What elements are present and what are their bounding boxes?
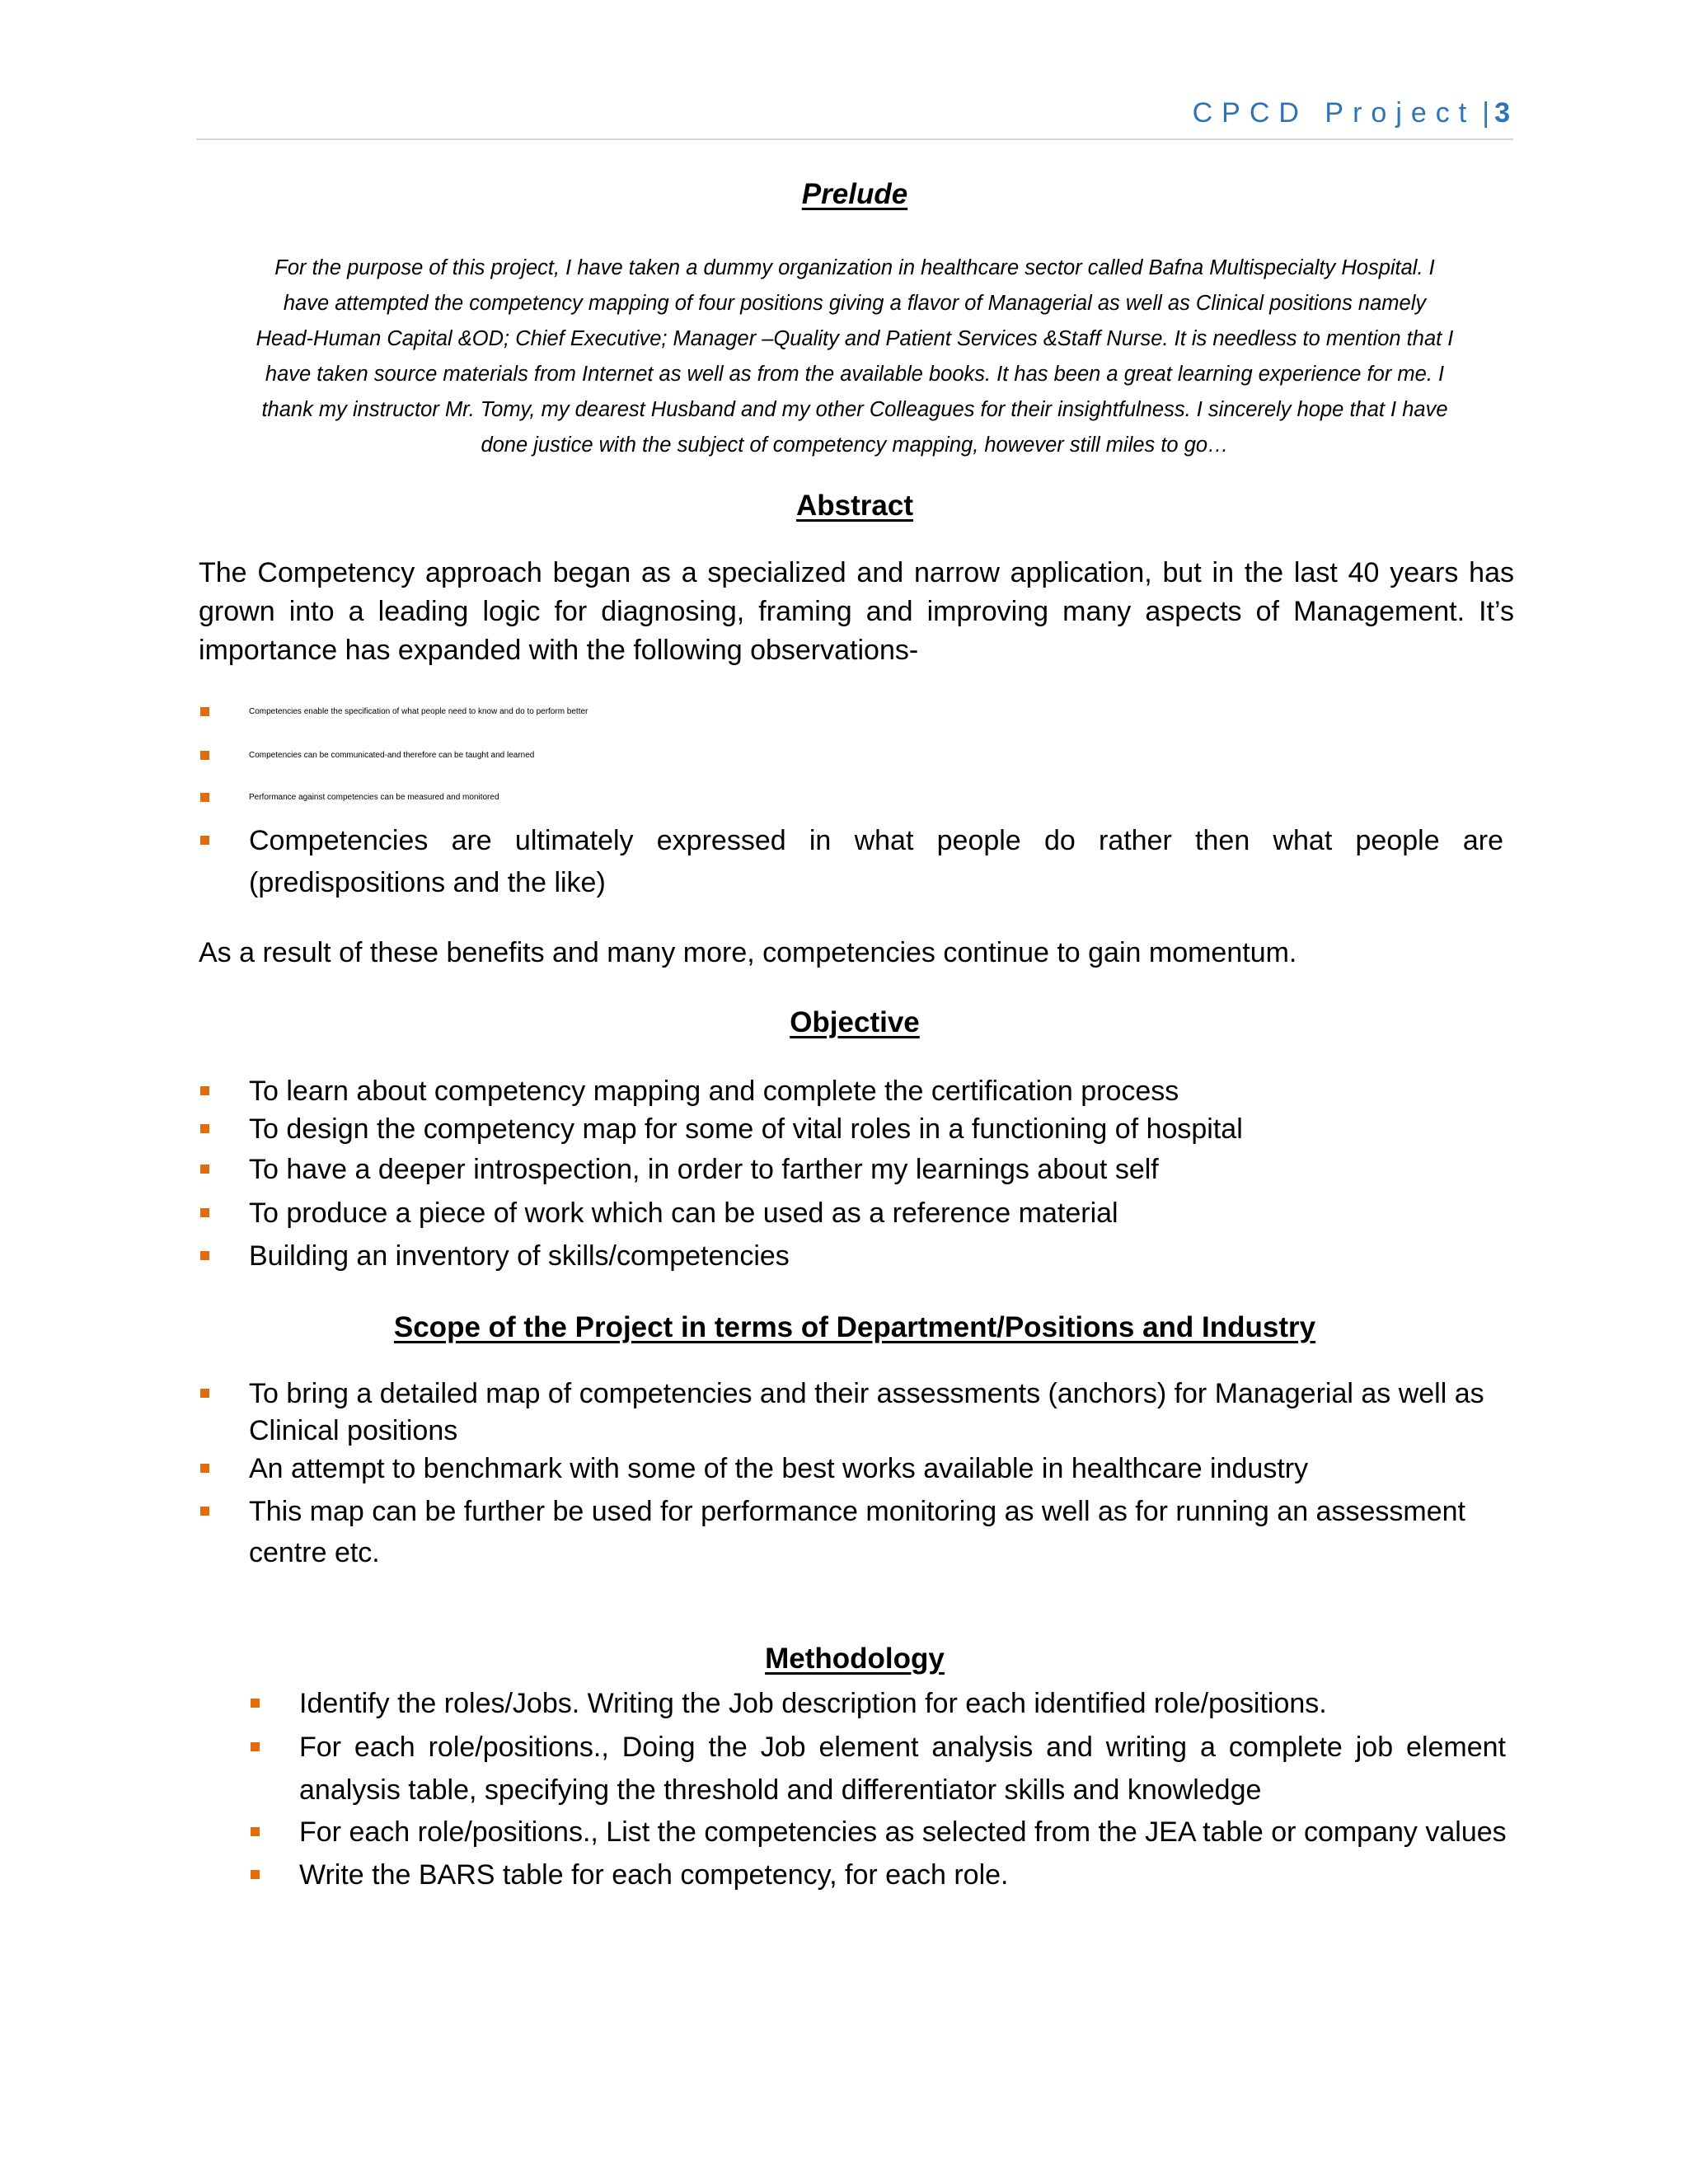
list-item-continuation: Clinical positions — [249, 1415, 458, 1446]
header-separator: | — [1482, 97, 1495, 129]
square-bullet-icon — [200, 707, 209, 716]
list-item: To learn about competency mapping and complete the certification process — [199, 1072, 1179, 1110]
abstract-heading: Abstract — [796, 490, 913, 522]
abstract-intro-line: importance has expanded with the following observations- — [199, 635, 919, 666]
square-bullet-icon — [200, 1389, 209, 1398]
square-bullet-icon — [200, 1124, 209, 1133]
prelude-line: have taken source materials from Internet as well as from the available books. It has been a great learning experience for me. I — [265, 363, 1445, 386]
square-bullet-icon — [200, 1165, 209, 1174]
list-item: To design the competency map for some of vital roles in a functioning of hospital — [199, 1110, 1243, 1148]
square-bullet-icon — [200, 836, 209, 845]
prelude-line: have attempted the competency mapping of four positions giving a flavor of Managerial as well as Clinical positions namely — [283, 292, 1427, 315]
square-bullet-icon — [251, 1870, 260, 1879]
square-bullet-icon — [200, 1464, 209, 1473]
page-number: 3 — [1494, 97, 1510, 129]
list-item: This map can be further be used for performance monitoring as well as for running an assessment — [199, 1493, 1465, 1530]
square-bullet-icon — [251, 1827, 260, 1836]
prelude-line: thank my instructor Mr. Tomy, my dearest Husband and my other Colleagues for their insightfulness. I sincerely hope that I have — [261, 398, 1448, 421]
list-item: Write the BARS table for each competency, for each role. — [249, 1856, 1009, 1894]
square-bullet-icon — [251, 1742, 260, 1751]
list-item: To bring a detailed map of competencies and their assessments (anchors) for Managerial as well as — [199, 1375, 1484, 1413]
square-bullet-icon — [251, 1699, 260, 1708]
page-header — [196, 97, 1513, 140]
list-item: For each role/positions., Doing the Job element analysis and writing a complete job element — [249, 1728, 1506, 1766]
square-bullet-icon — [200, 1086, 209, 1095]
list-item-continuation: centre etc. — [249, 1537, 380, 1568]
abstract-conclusion: As a result of these benefits and many more, competencies continue to gain momentum. — [199, 937, 1297, 968]
prelude-heading: Prelude — [801, 178, 908, 210]
list-item: To produce a piece of work which can be used as a reference material — [199, 1194, 1118, 1232]
abstract-intro-line: The Competency approach began as a specialized and narrow application, but in the last 40 years has — [199, 557, 1514, 588]
header-title: CPCD Project — [1192, 97, 1476, 129]
prelude-line: done justice with the subject of competency mapping, however still miles to go… — [481, 434, 1229, 457]
objective-heading: Objective — [790, 1006, 920, 1038]
square-bullet-icon — [200, 1251, 209, 1260]
list-item: Competencies can be communicated-and therefore can be taught and learned — [199, 737, 1516, 775]
square-bullet-icon — [200, 793, 209, 802]
methodology-heading: Methodology — [765, 1643, 945, 1675]
list-item: Identify the roles/Jobs. Writing the Job description for each identified role/positions. — [249, 1685, 1327, 1722]
list-item-continuation: (predispositions and the like) — [249, 867, 606, 898]
prelude-line: Head-Human Capital &OD; Chief Executive; Manager –Quality and Patient Services &Staff Nurse. It is needless to mention that I — [256, 327, 1454, 350]
prelude-text — [195, 251, 1515, 463]
square-bullet-icon — [200, 751, 209, 760]
list-item: An attempt to benchmark with some of the best works available in healthcare industry — [199, 1450, 1308, 1488]
list-item: Competencies enable the specification of what people need to know and do to perform better — [199, 693, 1516, 731]
scope-heading: Scope of the Project in terms of Department/Positions and Industry — [393, 1311, 1316, 1343]
header-title-group — [1193, 97, 1510, 129]
list-item-continuation: analysis table, specifying the threshold and differentiator skills and knowledge — [299, 1774, 1262, 1806]
list-item: For each role/positions., List the competencies as selected from the JEA table or company values — [249, 1813, 1507, 1851]
list-item: Building an inventory of skills/competencies — [199, 1237, 790, 1275]
list-item: Performance against competencies can be measured and monitored — [199, 779, 1516, 817]
abstract-intro — [199, 554, 1514, 670]
list-item: Competencies are ultimately expressed in what people do rather then what people are — [199, 822, 1503, 860]
square-bullet-icon — [200, 1208, 209, 1217]
square-bullet-icon — [200, 1507, 209, 1516]
list-item: To have a deeper introspection, in order to farther my learnings about self — [199, 1151, 1159, 1188]
prelude-line: For the purpose of this project, I have taken a dummy organization in healthcare sector called Bafna Multispecialty Hospital. I — [274, 256, 1435, 279]
abstract-intro-line: grown into a leading logic for diagnosing, framing and improving many aspects of Management. It’s — [199, 596, 1514, 627]
